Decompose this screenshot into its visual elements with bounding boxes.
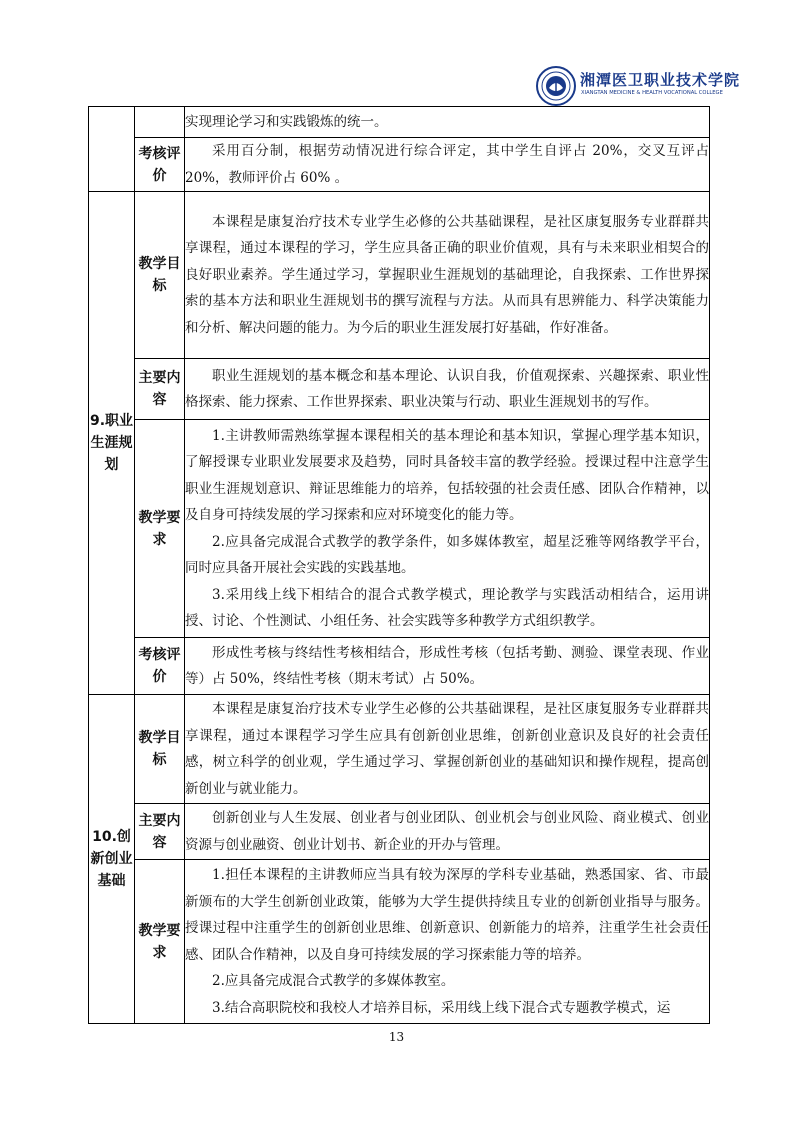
college-seal-icon — [536, 66, 576, 106]
college-logo — [536, 66, 741, 108]
table-row — [89, 804, 710, 860]
table-row — [89, 638, 710, 695]
requirement-item: 1.担任本课程的主讲教师应当具有较为深厚的学科专业基础，熟悉国家、省、市最新颁布的大学生创新创业政策，能够为大学生提供持续且专业的创新创业指导与服务。授课过程中注重学生的创新创业思维、创新意识、创新能力的培养，注重学生社会责任感、团队合作精神，以及自身可持续发展的学习探索能力等的培养。 — [185, 867, 709, 963]
content-text: 创新创业与人生发展、创业者与创业团队、创业机会与创业风险、商业模式、创业资源与创业融资、创业计划书、新企业的开办与管理。 — [185, 810, 709, 853]
assessment-text: 采用百分制，根据劳动情况进行综合评定，其中学生自评占 20%，交叉互评占 20%，教师评价占 60% 。 — [185, 143, 709, 186]
content-cell — [185, 420, 710, 638]
requirement-item: 1.主讲教师需熟练掌握本课程相关的基本理论和基本知识，掌握心理学基本知识，了解授课专业职业发展要求及趋势，同时具备较丰富的教学经验。授课过程中注意学生职业生涯规划意识、辩证思维能力的培养，包括较强的社会责任感、团队合作精神，以及自身可持续发展的学习探索和应对环境变化的能力等。 — [185, 427, 709, 523]
logo-chinese-name: 湘潭医卫职业技术学院 — [580, 71, 741, 89]
course-name-10: 10.创新创业基础 — [89, 695, 135, 1024]
course-name-9: 9.职业生涯规划 — [89, 192, 135, 695]
goal-label: 教学目标 — [135, 192, 185, 359]
table-row — [89, 192, 710, 359]
content-cell — [185, 359, 710, 420]
table-row — [89, 107, 710, 138]
goal-text: 本课程是康复治疗技术专业学生必修的公共基础课程，是社区康复服务专业群群共享课程，通过本课程学习学生应具有创新创业思维，创新创业意识及良好的社会责任感，树立科学的创业观，学生通过学习、掌握创新创业的基础知识和操作规程，提高创新创业与就业能力。 — [185, 701, 709, 797]
content-cell — [185, 804, 710, 860]
table-row — [89, 695, 710, 804]
goal-label: 教学目标 — [135, 695, 185, 804]
content-cell — [185, 860, 710, 1024]
table-row — [89, 359, 710, 420]
table-row — [89, 420, 710, 638]
requirement-item: 2.应具备完成混合式教学的多媒体教室。 — [212, 973, 455, 989]
content-cell — [185, 695, 710, 804]
table-row — [89, 860, 710, 1024]
requirement-item: 3.采用线上线下相结合的混合式教学模式，理论教学与实践活动相结合，运用讲授、讨论、个性测试、小组任务、社会实践等多种教学方式组织教学。 — [185, 586, 709, 629]
content-label: 主要内容 — [135, 804, 185, 860]
course-name-cell — [89, 107, 135, 192]
page-number: 13 — [388, 1030, 405, 1044]
course-table — [88, 106, 710, 1024]
content-cell — [185, 107, 710, 138]
requirement-item: 3.结合高职院校和我校人才培养目标，采用线上线下混合式专题教学模式，运 — [212, 999, 671, 1016]
row-label-cell — [135, 107, 185, 138]
assessment-text: 形成性考核与终结性考核相结合，形成性考核（包括考勤、测验、课堂表现、作业等）占 50%，终结性考核（期末考试）占 50%。 — [185, 644, 709, 687]
assessment-label: 考核评价 — [135, 138, 185, 192]
assessment-label: 考核评价 — [135, 638, 185, 695]
requirement-item: 2.应具备完成混合式教学的教学条件，如多媒体教室，超星泛雅等网络教学平台，同时应具备开展社会实践的实践基地。 — [185, 533, 709, 576]
content-text: 职业生涯规划的基本概念和基本理论、认识自我，价值观探索、兴趣探索、职业性格探索、能力探索、工作世界探索、职业决策与行动、职业生涯规划书的写作。 — [185, 367, 709, 410]
content-cell — [185, 192, 710, 359]
table-row — [89, 138, 710, 192]
requirement-label: 教学要求 — [135, 860, 185, 1024]
content-cell — [185, 138, 710, 192]
goal-text: 本课程是康复治疗技术专业学生必修的公共基础课程，是社区康复服务专业群群共享课程，通过本课程的学习，学生应具备正确的职业价值观，具有与未来职业相契合的良好职业素养。学生通过学习，掌握职业生涯规划的基础理论，自我探索、工作世界探索的基本方法和职业生涯规划书的撰写流程与方法。从而具有思辨能力、科学决策能力和分析、解决问题的能力。为今后的职业生涯发展打好基础，作好准备。 — [185, 213, 709, 336]
requirement-label: 教学要求 — [135, 420, 185, 638]
content-cell — [185, 638, 710, 695]
content-label: 主要内容 — [135, 359, 185, 420]
logo-english-name: XIANGTAN MEDICINE & HEALTH VOCATIONAL COLLEGE — [581, 90, 723, 96]
continuation-text: 实现理论学习和实践锻炼的统一。 — [185, 113, 388, 130]
